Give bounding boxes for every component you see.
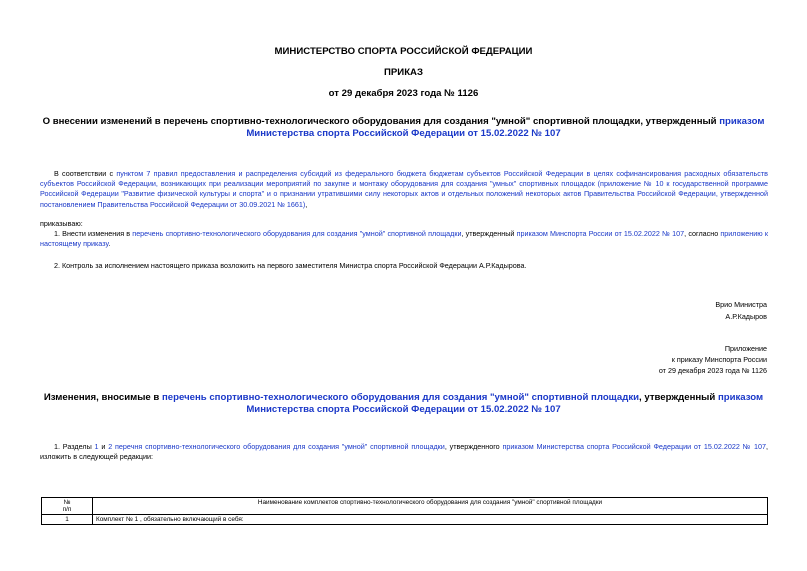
signature-position: Врио Министра xyxy=(715,300,767,309)
appendix-title xyxy=(36,392,771,416)
appendix-label: Приложение xyxy=(724,344,767,353)
preamble-link[interactable]: пунктом 7 правил предоставления и распределения субсидий из федерального бюджета бюджетам субъектов Российской Федерации в целях софинансирования расходных обязательств субъектов Российской Федерации, возникающих при реализации мероприятий по закупке и монтажу оборудования для создания "умных" спортивных площадок (приложение № 10 к государственной программе Российской Федерации "Развитие физической культуры и спорта" и о признании утратившими силу некоторых актов и отдельных положений некоторых актов Правительства Российской Федерации, утвержденной постановлением Правительства Российской Федерации от 30.09.2021 № 1661) xyxy=(40,169,768,209)
item-1-link-order[interactable]: приказом Минспорта России от 15.02.2022 № 107 xyxy=(516,229,685,238)
item-1-link-appendix[interactable]: приложению к настоящему приказу xyxy=(40,229,768,249)
appendix-link-order[interactable]: приказом Министерства спорта Российской Федерации от 15.02.2022 № 107 xyxy=(502,442,766,451)
doc-type: ПРИКАЗ xyxy=(384,67,423,78)
signature-block xyxy=(715,299,767,323)
appendix-link-section-2[interactable]: 2 перечня спортивно-технологического оборудования для создания "умной" спортивной площадки xyxy=(108,442,445,451)
appendix-block xyxy=(659,343,767,377)
appendix-title-link-list[interactable]: перечень спортивно-технологического оборудования для создания "умной" спортивной площадки xyxy=(162,392,640,403)
item-1-text-b: , утвержденный xyxy=(461,229,517,238)
table-header-name: Наименование комплектов спортивно-технологического оборудования для создания "умной" спортивной площадки xyxy=(93,498,768,515)
appendix-title-text-a: Изменения, вносимые в xyxy=(43,392,162,403)
appendix-item-1-paragraph xyxy=(40,442,768,462)
signature-name: А.Р.Кадыров xyxy=(725,312,767,321)
item-1-text-c: , согласно xyxy=(684,229,721,238)
doc-title-link[interactable]: приказом Министерства спорта Российской Федерации от 15.02.2022 № 107 xyxy=(246,116,765,139)
preamble-paragraph xyxy=(40,169,768,210)
item-1-paragraph xyxy=(40,229,768,249)
table-cell-name: Комплект № 1 , обязательно включающий в себя: xyxy=(93,515,768,525)
doc-date-number: от 29 декабря 2023 года № 1126 xyxy=(328,88,479,99)
appendix-title-link-order[interactable]: приказом Министерства спорта Российской Федерации от 15.02.2022 № 107 xyxy=(246,392,764,415)
appendix-item-text-a: 1. Разделы xyxy=(54,442,95,451)
appendix-title-text-b: , утвержденный xyxy=(639,392,718,403)
appendix-ref: к приказу Минспорта России xyxy=(671,355,767,365)
table-row xyxy=(42,515,768,525)
appendix-item-text-b: и xyxy=(98,442,109,451)
doc-title xyxy=(40,116,767,140)
item-2-paragraph: 2. Контроль за исполнением настоящего приказа возложить на первого заместителя Министра спорта Российской Федерации А.Р.Кадырова. xyxy=(54,261,527,270)
preamble-text-end: , xyxy=(305,199,308,209)
item-1-link-list[interactable]: перечень спортивно-технологического оборудования для создания "умной" спортивной площадки xyxy=(132,229,462,238)
table-header-num: № п/п xyxy=(42,498,93,515)
appendix-link-section-1[interactable]: 1 xyxy=(94,442,99,451)
appendix-item-text-c: , утвержденного xyxy=(444,442,503,451)
equipment-table xyxy=(41,497,768,525)
ministry-name: МИНИСТЕРСТВО СПОРТА РОССИЙСКОЙ ФЕДЕРАЦИИ xyxy=(274,46,533,57)
table-header-row xyxy=(42,498,768,515)
table-cell-num: 1 xyxy=(42,515,93,525)
appendix-date: от 29 декабря 2023 года № 1126 xyxy=(658,366,767,376)
prikazyvayu-text: приказываю: xyxy=(40,219,83,228)
preamble-text: В соответствии с xyxy=(54,169,117,178)
item-1-text-a: 1. Внести изменения в xyxy=(54,229,133,238)
item-1-text-d: . xyxy=(108,239,111,249)
doc-title-text: О внесении изменений в перечень спортивно-технологического оборудования для создания "умной" спортивной площадки, утвержденный xyxy=(42,116,720,127)
appendix-item-text-d: , изложить в следующей редакции: xyxy=(40,442,768,462)
